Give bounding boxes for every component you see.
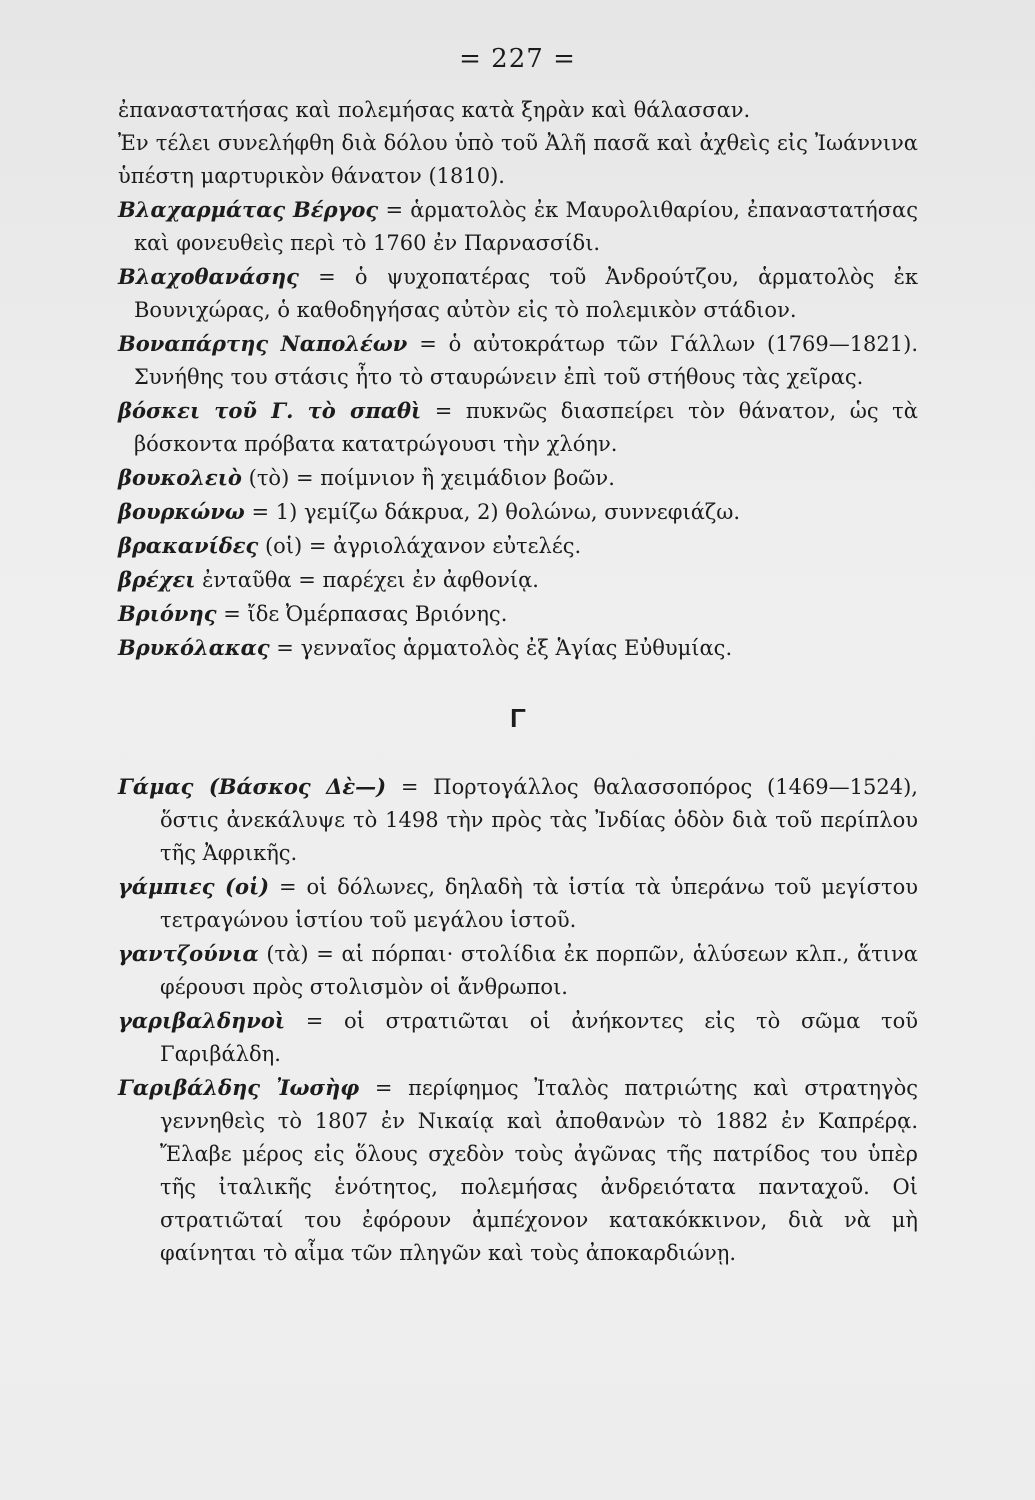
entries-gamma	[118, 770, 918, 1270]
entries-beta	[118, 193, 918, 665]
glossary-entry	[118, 937, 918, 1004]
continued-text: ἐπαναστατήσας καὶ πολεμήσας κατὰ ξηρὰν καὶ θάλασσαν.	[118, 98, 751, 122]
glossary-entry	[118, 461, 918, 495]
entry-headword: Βριόνης	[118, 601, 217, 626]
glossary-entry	[118, 495, 918, 529]
continued-text: Ἐν τέλει συνελήφθη διὰ δόλου ὑπὸ τοῦ Ἀλῆ πασᾶ καὶ ἀχθεὶς εἰς Ἰωάννινα ὑπέστη μαρτυρικὸν θάνατον (1810).	[118, 131, 918, 188]
entry-definition: = οἱ στρατιῶται οἱ ἀνήκοντες εἰς τὸ σῶμα τοῦ Γαριβάλδη.	[160, 1009, 918, 1066]
entry-headword: Γάμας (Βάσκος Δὲ—)	[118, 774, 387, 799]
entry-headword: Βλαχαρμάτας Βέργος	[118, 197, 379, 222]
section-letter: Γ	[510, 703, 526, 733]
entry-definition: (οἱ) = ἀγριολάχανον εὐτελές.	[264, 534, 582, 558]
entry-definition: = περίφημος Ἰταλὸς πατριώτης καὶ στρατηγὸς γεννηθεὶς τὸ 1807 ἐν Νικαίᾳ καὶ ἀποθανὼν τὸ 1882 ἐν Καπρέρᾳ. Ἔλαβε μέρος εἰς ὅλους σχεδὸν τοὺς ἀγῶνας τῆς πατρίδος του ὑπὲρ τῆς ἰταλικῆς ἑνότητος, πολεμήσας ἀνδρειότατα πανταχοῦ. Οἱ στρατιῶταί του ἐφόρουν ἀμπέχονον κατακόκκινον, διὰ νὰ μὴ φαίνηται τὸ αἷμα τῶν πληγῶν καὶ τοὺς ἀποκαρδιώνῃ.	[160, 1076, 918, 1265]
glossary-entry	[118, 1071, 918, 1270]
glossary-entry	[118, 193, 918, 260]
entry-definition: = γενναῖος ἁρματολὸς ἐξ Ἁγίας Εὐθυμίας.	[276, 636, 733, 660]
glossary-entry	[118, 597, 918, 631]
entry-headword: Βρυκόλακας	[118, 635, 270, 660]
entry-definition: = Πορτογάλλος θαλασσοπόρος (1469—1524), ὅστις ἀνεκάλυψε τὸ 1498 τὴν πρὸς τὰς Ἰνδίας ὁδὸν διὰ τοῦ περίπλου τῆς Ἀφρικῆς.	[160, 775, 918, 865]
entry-headword: γάμπιες (οἱ)	[118, 874, 270, 899]
entry-headword: Γαριβάλδης Ἰωσὴφ	[118, 1075, 360, 1100]
entry-headword: γαντζούνια	[118, 941, 259, 966]
glossary-entry	[118, 870, 918, 937]
entry-definition: = οἱ δόλωνες, δηλαδὴ τὰ ἱστία τὰ ὑπεράνω τοῦ μεγίστου τετραγώνου ἱστίου τοῦ μεγάλου ἱστοῦ.	[160, 875, 918, 932]
entry-definition: = 1) γεμίζω δάκρυα, 2) θολώνω, συννεφιάζω.	[251, 500, 741, 524]
glossary-entry	[118, 394, 918, 461]
entry-definition: = ἁρματολὸς ἐκ Μαυρολιθαρίου, ἐπαναστατήσας καὶ φονευθεὶς περὶ τὸ 1760 ἐν Παρνασσίδι.	[134, 198, 918, 255]
entry-definition: = ὁ ψυχοπατέρας τοῦ Ἀνδρούτζου, ἁρματολὸς ἐκ Βουνιχώρας, ὁ καθοδηγήσας αὐτὸν εἰς τὸ πολεμικὸν στάδιον.	[134, 265, 918, 322]
entry-definition: = ὁ αὐτοκράτωρ τῶν Γάλλων (1769—1821). Συνήθης του στάσις ἦτο τὸ σταυρώνειν ἐπὶ τοῦ στήθους τὰς χεῖρας.	[134, 332, 919, 389]
entry-definition: (τὸ) = ποίμνιον ἢ χειμάδιον βοῶν.	[248, 466, 615, 490]
glossary-entry	[118, 563, 918, 597]
glossary-entry	[118, 770, 918, 870]
entry-headword: Βλαχοθανάσης	[118, 264, 299, 289]
entry-definition: = ἴδε Ὀμέρπασας Βριόνης.	[223, 602, 508, 626]
entry-headword: βόσκει τοῦ Γ. τὸ σπαθὶ	[118, 398, 422, 423]
glossary-entry	[118, 1004, 918, 1071]
glossary-entry	[118, 327, 918, 394]
glossary-entry	[118, 631, 918, 665]
entry-definition: ἐνταῦθα = παρέχει ἐν ἀφθονίᾳ.	[202, 568, 539, 592]
entry-headword: βρέχει	[118, 567, 196, 592]
page-content	[118, 94, 918, 1270]
entry-headword: βουκολειὸ	[118, 465, 242, 490]
entry-definition: (τὰ) = αἱ πόρπαι· στολίδια ἐκ πορπῶν, ἁλύσεων κλπ., ἅτινα φέρουσι πρὸς στολισμὸν οἱ ἄνθρωποι.	[160, 942, 918, 999]
page-number: = 227 =	[459, 44, 576, 74]
entry-headword: γαριβαλδηνοὶ	[118, 1008, 285, 1033]
entry-headword: βουρκώνω	[118, 499, 245, 524]
entry-definition: = πυκνῶς διασπείρει τὸν θάνατον, ὡς τὰ βόσκοντα πρόβατα κατατρώγουσι τὴν χλόην.	[134, 399, 918, 456]
glossary-entry	[118, 529, 918, 563]
entry-headword: βρακανίδες	[118, 533, 259, 558]
entry-headword: Βοναπάρτης Ναπολέων	[118, 331, 408, 356]
glossary-entry	[118, 260, 918, 327]
